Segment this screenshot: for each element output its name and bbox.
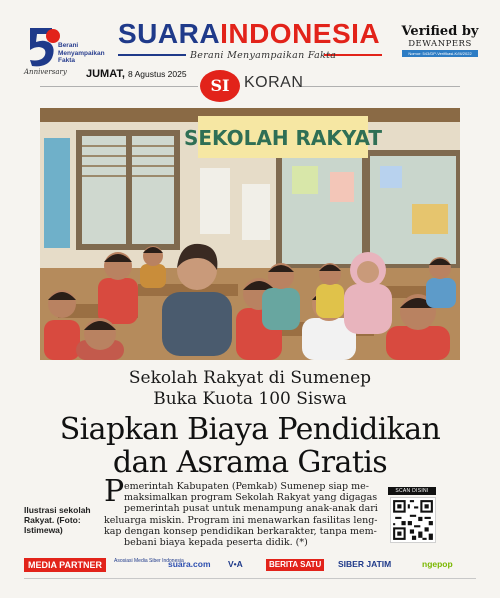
body-line: keluarga miskin. Program ini menawarkan fasilitas leng- — [104, 514, 378, 526]
body-line: emerintah Kabupaten (Pemkab) Sumenep siap me- — [124, 481, 370, 492]
article-kicker-line1: Sekolah Rakyat di Sumenep — [128, 368, 372, 388]
photo-caption: Ilustrasi sekolah Rakyat. (Foto: Istimewa) — [24, 505, 91, 535]
media-partner-bar — [0, 556, 500, 574]
brand-part-indonesia: INDONESIA — [220, 18, 381, 49]
brand-part-suara: SUARA — [118, 18, 221, 49]
edition-label: KORAN — [244, 74, 304, 91]
partner-ngepop-logo[interactable]: ngepop — [422, 559, 453, 569]
partner-amsi-logo[interactable]: Asosiasi Media Siber Indonesia — [114, 558, 184, 564]
qr-code-icon[interactable] — [390, 497, 436, 543]
footer-rule — [24, 578, 476, 579]
article-headline-line2[interactable]: dan Asrama Gratis — [112, 445, 388, 480]
body-line: bebani biaya kepada peserta didik. (*) — [124, 537, 308, 549]
verified-badge — [398, 24, 482, 57]
article-kicker-line2: Buka Kuota 100 Siswa — [153, 389, 347, 409]
body-line: pemerintah pusat untuk menampung anak-anak dari — [124, 503, 378, 515]
dateline-day: JUMAT, — [86, 68, 125, 80]
article-body — [104, 481, 378, 548]
edition-rule-right — [296, 86, 460, 87]
brand-rule-left — [118, 54, 186, 56]
qr-block[interactable] — [388, 487, 436, 548]
brand-tagline: Berani Menyampaikan Fakta — [190, 50, 337, 61]
article-headline-line1[interactable]: Siapkan Biaya Pendidikan — [59, 412, 441, 447]
partner-beritasatu-logo[interactable]: BERITA SATU — [266, 559, 324, 571]
anniversary-tagline: Berani Menyampaikan Fakta — [58, 42, 105, 64]
verified-number: Nomor: 543/DP-Verifikasi-K/III/2022 — [402, 50, 478, 57]
partner-siberjatim-logo[interactable]: SIBER JATIM — [338, 559, 392, 569]
partner-suara-logo[interactable]: suara.com — [168, 559, 211, 569]
classroom-illustration — [40, 108, 460, 360]
edition-rule-left — [40, 86, 198, 87]
partner-voa-logo[interactable]: V•A — [228, 559, 243, 569]
dateline-date: 8 Agustus 2025 — [127, 69, 187, 79]
brand-wordmark[interactable] — [118, 18, 380, 50]
classroom-sign — [184, 126, 382, 150]
body-line: maksimalkan program Sekolah Rakyat yang digagas — [124, 492, 378, 504]
verified-title: Verified by — [401, 24, 479, 39]
anniversary-word: Anniversary — [24, 68, 67, 76]
qr-label: SCAN DISINI — [388, 487, 436, 495]
article-photo — [40, 108, 460, 360]
body-line: kap dengan konsep pendidikan berkarakter, tanpa mem- — [104, 525, 377, 537]
masthead — [0, 0, 500, 104]
verified-org: DEWANPERS — [408, 39, 472, 49]
drop-cap: P — [104, 474, 125, 509]
svg-text:SEKOLAH RAKYAT: SEKOLAH RAKYAT — [183, 126, 383, 150]
dateline — [86, 68, 187, 80]
media-partner-label: MEDIA PARTNER — [24, 558, 106, 572]
si-logo-badge: SI — [200, 70, 240, 102]
